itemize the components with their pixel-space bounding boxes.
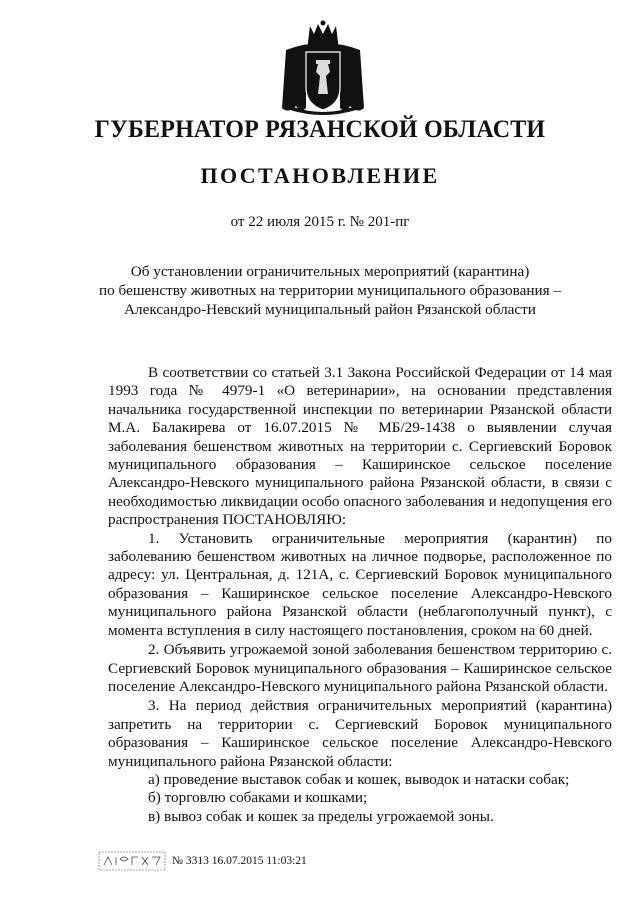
coat-of-arms-icon [280,20,366,116]
preamble-paragraph: В соответствии со статьей 3.1 Закона Российской Федерации от 14 мая 1993 года № 4979-1 «О ветеринарии», на основании представления начальника государственной инспекции по ветеринарии Рязанской области М.А. Балакирева от 16.07.2015 № МБ/29-1438 о выявлении случая заболевания бешенством животных на территории с. Сергиевский Боровок муниципального образования – Каширинское сельское поселение Александро-Невского муниципального района Рязанской области, в связи с необходимостью ликвидации особо опасного заболевания и недопущения его распространения ПОСТАНОВЛЯЮ: [108,364,612,529]
decree-subitem-b: б) торговлю собаками и кошками; [148,789,368,807]
registry-stamp-icon [98,851,166,871]
registration-number: № 3313 16.07.2015 11:03:21 [172,855,307,867]
decree-subitem-c: в) вывоз собак и кошек за пределы угрожаемой зоны. [148,807,494,825]
decree-item-2: 2. Объявить угрожаемой зоной заболевания бешенством территорию с. Сергиевский Боровок муниципального образования – Каширинское сельское поселение Александро-Невского муниципального района Рязанской области. [108,641,612,695]
document-date-number: от 22 июля 2015 г. № 201-пг [230,214,410,230]
subject-line: по бешенству животных на территории муниципального образования – [99,282,561,299]
subject-line: Об установлении ограничительных мероприятий (карантина) [130,263,530,280]
authority-title: ГУБЕРНАТОР РЯЗАНСКОЙ ОБЛАСТИ [94,116,546,143]
registration-footer [98,850,438,872]
decree-item-1: 1. Установить ограничительные мероприятия (карантин) по заболеванию бешенством животных на личное подворье, расположенное по адресу: ул. Центральная, д. 121А, с. Сергиевский Боровок муниципального образования – Каширинское сельское поселение Александро-Невского муниципального района Рязанской области (неблагополучный пункт), с момента вступления в силу настоящего постановления, сроком на 60 дней. [108,529,612,639]
decree-subitem-a: а) проведение выставок собак и кошек, выводок и натаски собак; [148,770,570,788]
document-subject [60,262,600,319]
decree-item-3: 3. На период действия ограничительных мероприятий (карантина) запретить на территории с. Сергиевский Боровок муниципального образования – Каширинское сельское поселение Александро-Невского муниципального района Рязанской области: [108,697,612,770]
subject-line: Александро-Невский муниципальный район Рязанской области [124,301,536,318]
document-type: ПОСТАНОВЛЕНИЕ [200,163,440,188]
document-body [108,364,612,826]
